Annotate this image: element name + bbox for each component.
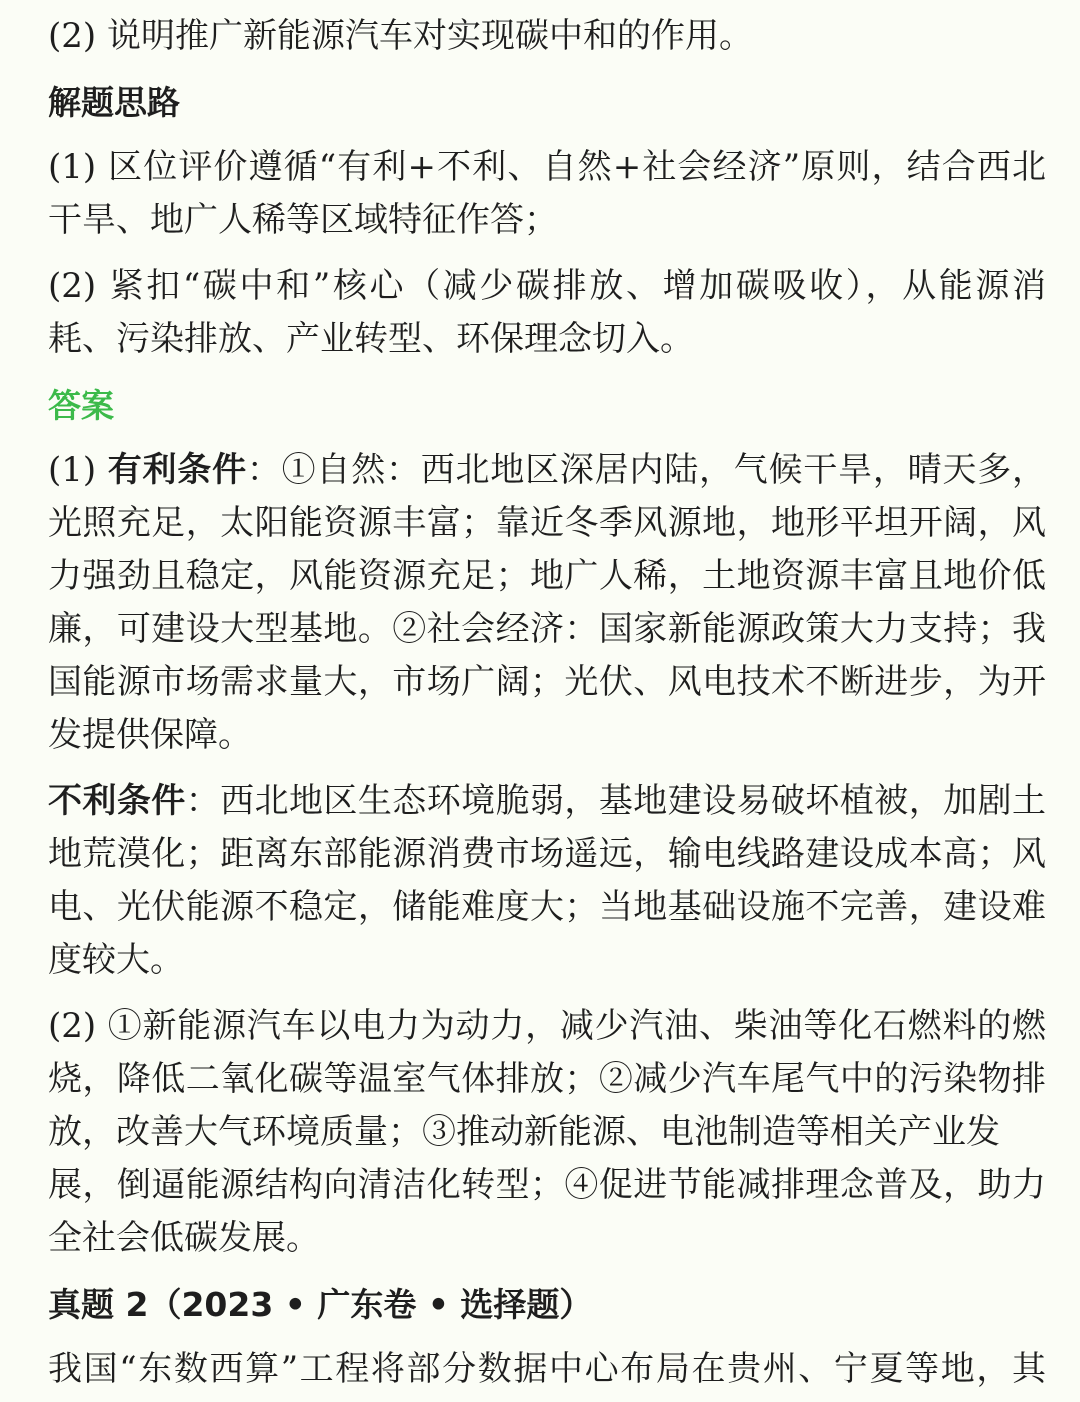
solution-heading: 解题思路 [48, 83, 180, 122]
text-line: 干旱、地广人稀等区域特征作答； [48, 200, 558, 240]
text-line: 光照充足，太阳能资源丰富；靠近冬季风源地，地形平坦开阔，风 [48, 503, 1046, 543]
text-line: 发提供保障。 [48, 715, 252, 755]
text-line: (1) 区位评价遵循“有利+不利、自然+社会经济”原则，结合西北 [48, 147, 1046, 187]
next-question-first-line: 我国“东数西算”工程将部分数据中心布局在贵州、宁夏等地，其 [48, 1349, 1046, 1389]
text-line [48, 444, 1046, 497]
solution-paragraph-2 [48, 260, 1046, 366]
text-line: (2) ①新能源汽车以电力为动力，减少汽油、柴油等化石燃料的燃 [48, 1006, 1046, 1046]
answer-paragraph-1 [48, 444, 1046, 762]
solution-paragraph-1 [48, 141, 1046, 247]
favorable-conditions-label: 有利条件 [107, 450, 247, 490]
paragraph-prefix: (1) [48, 450, 108, 490]
question-line: (2) 说明推广新能源汽车对实现碳中和的作用。 [48, 16, 753, 56]
text-line: 放，改善大气环境质量；③推动新能源、电池制造等相关产业发 [48, 1112, 1000, 1152]
unfavorable-conditions-label: 不利条件 [48, 781, 186, 821]
article-page [48, 10, 1046, 1396]
text-line: (2) 紧扣“碳中和”核心（减少碳排放、增加碳吸收），从能源消 [48, 266, 1046, 306]
text-line: 全社会低碳发展。 [48, 1218, 320, 1258]
text-line: 烧，降低二氧化碳等温室气体排放；②减少汽车尾气中的污染物排 [48, 1059, 1046, 1099]
text-span: ：西北地区生态环境脆弱，基地建设易破坏植被，加剧土 [185, 781, 1046, 821]
text-line: 展，倒逼能源结构向清洁化转型；④促进节能减排理念普及，助力 [48, 1165, 1046, 1205]
text-line: 耗、污染排放、产业转型、环保理念切入。 [48, 319, 694, 359]
text-line: 廉，可建设大型基地。②社会经济：国家新能源政策大力支持；我 [48, 609, 1046, 649]
text-line: 国能源市场需求量大，市场广阔；光伏、风电技术不断进步，为开 [48, 662, 1046, 702]
text-line: 度较大。 [48, 940, 184, 980]
text-line [48, 775, 1046, 828]
text-line: 地荒漠化；距离东部能源消费市场遥远，输电线路建设成本高；风 [48, 834, 1046, 874]
answer-paragraph-2 [48, 775, 1046, 987]
answer-heading: 答案 [48, 386, 114, 425]
answer-paragraph-3 [48, 1000, 1046, 1265]
text-line: 电、光伏能源不稳定，储能难度大；当地基础设施不完善，建设难 [48, 887, 1046, 927]
text-line: 力强劲且稳定，风能资源充足；地广人稀，土地资源丰富且地价低 [48, 556, 1046, 596]
next-question-heading: 真题 2（2023 • 广东卷 • 选择题） [48, 1285, 593, 1324]
text-span: ：①自然：西北地区深居内陆，气候干旱，晴天多， [246, 450, 1046, 490]
